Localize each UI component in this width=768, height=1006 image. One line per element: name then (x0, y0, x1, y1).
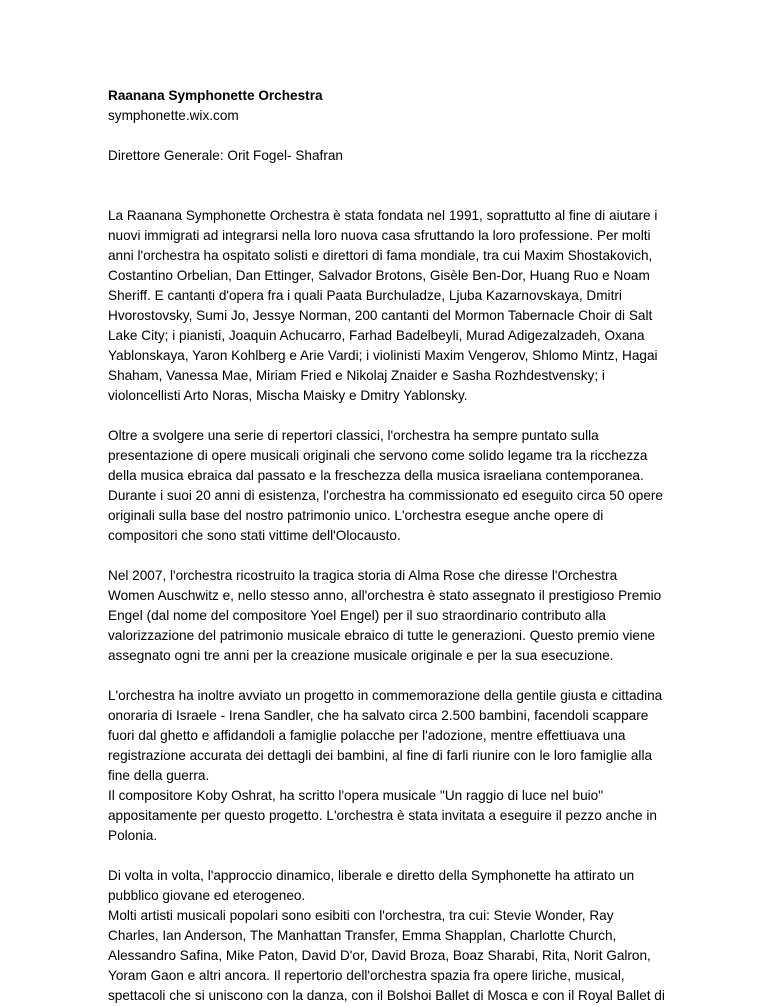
text-line: Nel 2007, l'orchestra ricostruito la tragica storia di Alma Rose che diresse l'Orchestra (108, 568, 618, 583)
text-line: fuori dal ghetto e affidandoli a famiglie polacche per l'adozione, mentre effettiuava una (108, 728, 626, 743)
text-line: assegnato ogni tre anni per la creazione musicale originale e per la sua esecuzione. (108, 648, 614, 663)
text-line: Alessandro Safina, Mike Paton, David D'or, David Broza, Boaz Sharabi, Rita, Norit Galron, (108, 948, 651, 963)
text-line: compositori che sono stati vittime dell'Olocausto. (108, 528, 401, 543)
paragraph (108, 566, 683, 666)
paragraph-spacer (108, 666, 683, 686)
text-line: Charles, Ian Anderson, The Manhattan Transfer, Emma Shapplan, Charlotte Church, (108, 928, 617, 943)
document-page (108, 86, 683, 1006)
text-line: presentazione di opere musicali originali che servono come solido legame tra la ricchezza (108, 448, 648, 463)
text-line: Yablonskaya, Yaron Kohlberg e Arie Vardi; i violinisti Maxim Vengerov, Shlomo Mintz, Hagai (108, 348, 658, 363)
text-line: Di volta in volta, l'approccio dinamico, liberale e diretto della Symphonette ha attirato un (108, 868, 635, 883)
text-line: Lake City; i pianisti, Joaquin Achucarro, Farhad Badelbeyli, Murad Adigezalzadeh, Oxana (108, 328, 645, 343)
paragraph (108, 866, 683, 1006)
text-line: Il compositore Koby Oshrat, ha scritto l'opera musicale "Un raggio di luce nel buio" (108, 788, 604, 803)
spacer (108, 166, 683, 206)
text-line: Durante i suoi 20 anni di esistenza, l'orchestra ha commissionato ed eseguito circa 50 opere (108, 488, 663, 503)
text-line: pubblico giovane ed eterogeneo. (108, 888, 306, 903)
text-line: spettacoli che si uniscono con la danza, con il Bolshoi Ballet di Mosca e con il Royal Ballet di (108, 988, 665, 1003)
text-line: Molti artisti musicali popolari sono esibiti con l'orchestra, tra cui: Stevie Wonder, Ray (108, 908, 614, 923)
director-line: Direttore Generale: Orit Fogel- Shafran (108, 148, 343, 163)
text-line: La Raanana Symphonette Orchestra è stata fondata nel 1991, soprattutto al fine di aiutare i (108, 208, 658, 223)
text-line: fine della guerra. (108, 768, 210, 783)
text-line: L'orchestra ha inoltre avviato un progetto in commemorazione della gentile giusta e cittadina (108, 688, 663, 703)
text-line: appositamente per questo progetto. L'orchestra è stata invitata a eseguire il pezzo anche in (108, 808, 657, 823)
text-line: Oltre a svolgere una serie di repertori classici, l'orchestra ha sempre puntato sulla (108, 428, 599, 443)
paragraph-spacer (108, 406, 683, 426)
text-line: registrazione accurata dei dettagli dei bambini, al fine di farli riunire con le loro famiglie alla (108, 748, 653, 763)
text-line: nuovi immigrati ad integrarsi nella loro nuova casa sfruttando la loro professione. Per molti (108, 228, 651, 243)
paragraph-spacer (108, 546, 683, 566)
text-line: Polonia. (108, 828, 158, 843)
text-line: Women Auschwitz e, nello stesso anno, all'orchestra è stato assegnato il prestigioso Premio (108, 588, 662, 603)
text-line: Costantino Orbelian, Dan Ettinger, Salvador Brotons, Gisèle Ben-Dor, Huang Ruo e Noam (108, 268, 650, 283)
text-line: Engel (dal nome del compositore Yoel Engel) per il suo straordinario contributo alla (108, 608, 606, 623)
text-line: Shaham, Vanessa Mae, Miriam Fried e Nikolaj Znaider e Sasha Rozhdestvensky; i (108, 368, 605, 383)
text-line: Hvorostovsky, Sumi Jo, Jessye Norman, 200 cantanti del Mormon Tabernacle Choir di Salt (108, 308, 653, 323)
text-line: onoraria di Israele - Irena Sandler, che ha salvato circa 2.500 bambini, facendoli scappare (108, 708, 649, 723)
text-line: della musica ebraica dal passato e la freschezza della musica israeliana contemporanea. (108, 468, 644, 483)
document-title: Raanana Symphonette Orchestra (108, 88, 323, 103)
text-line: originali sulla base del nostro patrimonio unico. L'orchestra esegue anche opere di (108, 508, 604, 523)
body-text (108, 206, 683, 1006)
text-line: Yoram Gaon e altri ancora. Il repertorio dell'orchestra spazia fra opere liriche, musical, (108, 968, 625, 983)
website-text: symphonette.wix.com (108, 108, 239, 123)
spacer (108, 126, 683, 146)
text-line: anni l'orchestra ha ospitato solisti e direttori di fama mondiale, tra cui Maxim Shostakovich, (108, 248, 653, 263)
text-line: Sheriff. E cantanti d'opera fra i quali Paata Burchuladze, Ljuba Kazarnovskaya, Dmitri (108, 288, 622, 303)
text-line: violoncellisti Arto Noras, Mischa Maisky e Dmitry Yablonsky. (108, 388, 468, 403)
paragraph (108, 206, 683, 406)
paragraph-spacer (108, 846, 683, 866)
text-line: valorizzazione del patrimonio musicale ebraico di tutte le generazioni. Questo premio viene (108, 628, 656, 643)
paragraph (108, 686, 683, 846)
paragraph (108, 426, 683, 546)
